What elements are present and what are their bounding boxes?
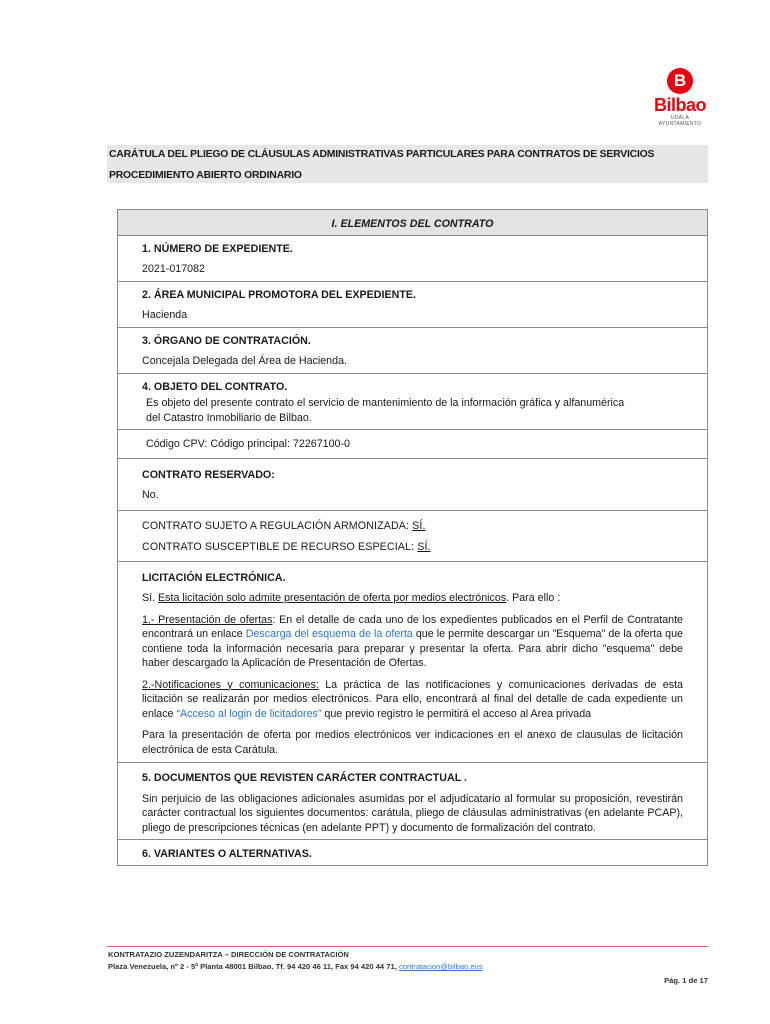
- footer-department: KONTRATAZIO ZUZENDARITZA – DIRECCIÓN DE CONTRATACIÓN: [108, 950, 349, 959]
- armonizada-value: SÍ.: [412, 519, 426, 532]
- organo-heading: 3. ÓRGANO DE CONTRATACIÓN.: [142, 334, 311, 347]
- variantes-heading: 6. VARIANTES O ALTERNATIVAS.: [142, 848, 312, 860]
- section-regulacion: [118, 511, 707, 562]
- section-area: [118, 282, 707, 328]
- licitacion-p1: [142, 613, 683, 671]
- licitacion-p2-b: que previo registro le permitirá el acceso al Area privada: [321, 707, 592, 720]
- page-number: Pág. 1 de 17: [664, 976, 708, 985]
- footer-address-text: Plaza Venezuela, nº 2 - 5ª Planta 48001 Bilbao. Tf. 94 420 46 11, Fax 94 420 44 71,: [108, 962, 399, 971]
- licitacion-intro-c: . Para ello :: [506, 592, 561, 604]
- objeto-line2: del Catastro Inmobiliario de Bilbao.: [146, 411, 312, 424]
- section-licitacion: [118, 562, 707, 764]
- licitacion-heading: LICITACIÓN ELECTRÓNICA.: [142, 571, 286, 584]
- document-title: CARÁTULA DEL PLIEGO DE CLÁUSULAS ADMINISTRATIVAS PARTICULARES PARA CONTRATOS DE SERVICIOS: [109, 149, 655, 160]
- licitacion-intro-a: Sí.: [142, 592, 159, 604]
- documentos-heading: 5. DOCUMENTOS QUE REVISTEN CARÁCTER CONTRACTUAL .: [142, 772, 467, 784]
- cpv-value: Código CPV: Código principal: 72267100-0: [146, 438, 350, 450]
- area-heading: 2. ÁREA MUNICIPAL PROMOTORA DEL EXPEDIENTE.: [142, 288, 416, 301]
- footer-email-link[interactable]: contratacion@bilbao.eus: [398, 962, 483, 971]
- licitacion-p2-label: 2.-Notificaciones y comunicaciones:: [142, 678, 319, 691]
- licitacion-p1-b: que le permite descargar un "Esquema" de la oferta que contiene toda la información necesaria para preparar y presentar la oferta. Para abrir dicho "esquema" debe haber descargado la Aplicación de Presentación de Ofertas.: [142, 628, 683, 669]
- footer-address: [108, 962, 483, 971]
- expediente-heading: 1. NÚMERO DE EXPEDIENTE.: [142, 242, 293, 255]
- section-reservado: [118, 459, 707, 511]
- reservado-value: No.: [142, 489, 159, 501]
- licitacion-p1-a: : En el detalle de cada uno de los expedientes publicados en el Perfil de Contratante encontrará un enlace: [142, 613, 684, 640]
- objeto-line1: Es objeto del presente contrato el servicio de mantenimiento de la información gráfica y alfanumérica: [146, 397, 625, 409]
- licitacion-intro: [142, 591, 683, 606]
- download-offer-schema-link[interactable]: Descarga del esquema de la oferta: [245, 628, 413, 640]
- documentos-text: Sin perjuicio de las obligaciones adicionales asumidas por el adjudicatario al formular su proposición, revestirán carácter contractual los siguientes documentos: carátula, pliego de cláusulas administrativas (en adelante PCAP), pliego de prescripciones técnicas (en adelante PPT) y documento de formalización del contrato.: [142, 792, 683, 834]
- section-organo: [118, 328, 707, 374]
- bilbao-logo-word: Bilbao: [653, 95, 706, 115]
- recurso-line: [142, 540, 683, 555]
- expediente-value: 2021-017082: [142, 263, 205, 275]
- bidder-login-link[interactable]: “Acceso al login de licitadores”: [176, 707, 322, 720]
- document-title-band: [107, 145, 708, 183]
- section-documentos: [118, 763, 707, 840]
- section-objeto: [118, 374, 707, 431]
- licitacion-p2: [142, 678, 683, 722]
- section-heading: I. ELEMENTOS DEL CONTRATO: [118, 210, 707, 236]
- licitacion-p3: Para la presentación de oferta por medios electrónicos ver indicaciones en el anexo de clausulas de licitación electrónica de esta Carátula.: [142, 729, 683, 756]
- recurso-label: CONTRATO SUSCEPTIBLE DE RECURSO ESPECIAL:: [142, 541, 418, 553]
- licitacion-p2-a: La práctica de las notificaciones y comunicaciones derivadas de esta licitación se realizarán por medios electrónicos. Para ello, encontrará al final del detalle de cada expediente un enlace: [142, 678, 684, 720]
- bilbao-logo: [652, 68, 708, 127]
- area-value: Hacienda: [142, 309, 188, 321]
- bilbao-logo-sub1: UDALA: [670, 115, 690, 121]
- objeto-heading: 4. OBJETO DEL CONTRATO.: [142, 380, 288, 393]
- recurso-value: SÍ.: [417, 541, 431, 553]
- licitacion-p1-label: 1.- Presentación de ofertas: [142, 613, 273, 626]
- contract-elements-table: [117, 209, 708, 866]
- armonizada-label: CONTRATO SUJETO A REGULACIÓN ARMONIZADA:: [142, 519, 413, 532]
- section-cpv: [118, 430, 707, 459]
- organo-value: Concejala Delegada del Área de Hacienda.: [142, 355, 347, 367]
- licitacion-intro-b: Esta licitación solo admite presentación de oferta por medios electrónicos: [158, 592, 507, 604]
- bilbao-logo-sub2: AYUNTAMIENTO: [658, 121, 702, 127]
- document-subtitle: PROCEDIMIENTO ABIERTO ORDINARIO: [109, 170, 302, 181]
- bilbao-logo-mark: B: [667, 68, 693, 94]
- footer-divider: [107, 946, 708, 947]
- section-variantes: [118, 840, 707, 866]
- section-expediente: [118, 236, 707, 282]
- reservado-heading: CONTRATO RESERVADO:: [142, 468, 275, 481]
- armonizada-line: [142, 519, 683, 534]
